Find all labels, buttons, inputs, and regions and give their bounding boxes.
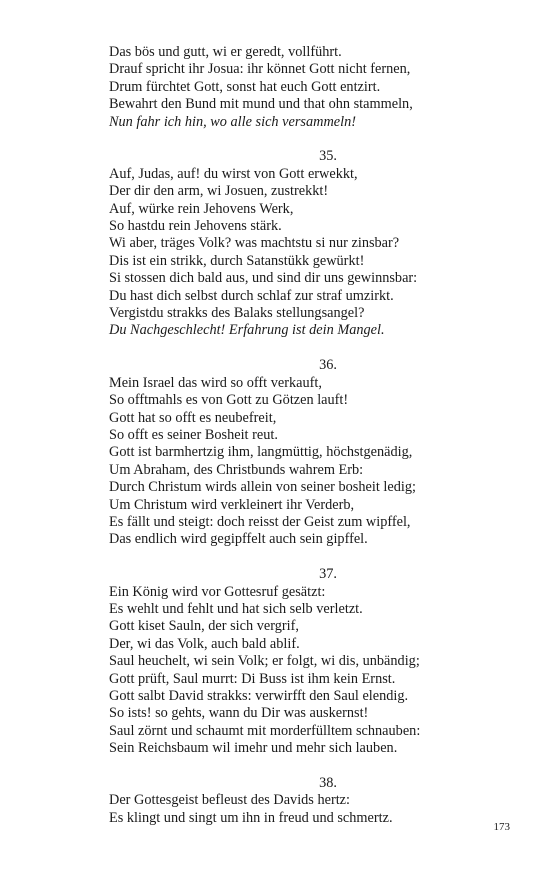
poem-line: Um Abraham, des Christbunds wahrem Erb: — [109, 461, 364, 478]
stanza-number: 35. — [319, 148, 337, 165]
poem-line: Bewahrt den Bund mit mund und that ohn stammeln, — [109, 96, 413, 113]
poem-line: Gott hat so offt es neubefreit, — [109, 409, 277, 426]
poem-line: Vergistdu strakks des Balaks stellungsangel? — [109, 305, 365, 322]
poem-line-italic: Du Nachgeschlecht! Erfahrung ist dein Mangel. — [109, 322, 385, 339]
poem-line: Gott salbt David strakks: verwirfft den Saul elendig. — [109, 687, 409, 704]
poem-line: Drum fürchtet Gott, sonst hat euch Gott entzirt. — [109, 78, 381, 95]
poem-line: Saul heuchelt, wi sein Volk; er folgt, wi dis, unbändig; — [109, 653, 420, 670]
poem-line: Der Gottesgeist befleust des Davids hertz: — [109, 792, 350, 809]
poem-line: So offt es seiner Bosheit reut. — [109, 426, 278, 443]
poem-line: Mein Israel das wird so offt verkauft, — [109, 374, 322, 391]
poem-line: Der dir den arm, wi Josuen, zustrekkt! — [109, 183, 329, 200]
poem-line: Das bös und gutt, wi er geredt, vollführt. — [109, 44, 342, 60]
stanza-number: 37. — [319, 566, 337, 583]
stanza-number: 36. — [319, 357, 337, 374]
poem-line: Gott prüft, Saul murrt: Di Buss ist ihm kein Ernst. — [109, 670, 396, 687]
poem-line: Wi aber, träges Volk? was machtstu si nur zinsbar? — [109, 235, 400, 252]
page-number: 173 — [493, 821, 510, 833]
poem-line: Durch Christum wirds allein von seiner bosheit ledig; — [109, 479, 416, 496]
poem-line: So ists! so gehts, wann du Dir was auskernst! — [109, 705, 369, 722]
poem-line: Um Christum wird verkleinert ihr Verderb, — [109, 496, 355, 513]
poem-line: Der, wi das Volk, auch bald ablif. — [109, 635, 300, 652]
poem-line: Gott ist barmhertzig ihm, langmüttig, höchstgenädig, — [109, 444, 413, 461]
stanza-number: 38. — [319, 775, 337, 791]
poem-line: Si stossen dich bald aus, und sind dir uns gewinnsbar: — [109, 270, 418, 287]
poem-line: Sein Reichsbaum wil imehr und mehr sich lauben. — [109, 740, 398, 757]
poem-line: Es fällt und steigt: doch reisst der Geist zum wipffel, — [109, 513, 411, 530]
poem-line: So hastdu rein Jehovens stärk. — [109, 218, 282, 235]
poem-text — [109, 44, 459, 827]
poem-line: Auf, würke rein Jehovens Werk, — [109, 200, 294, 217]
poem-line: Du hast dich selbst durch schlaf zur straf umzirkt. — [109, 287, 394, 304]
poem-line: Drauf spricht ihr Josua: ihr könnet Gott nicht fernen, — [109, 61, 411, 78]
poem-line: Auf, Judas, auf! du wirst von Gott erwekkt, — [109, 165, 358, 182]
poem-line: Es klingt und singt um ihn in freud und schmertz. — [109, 809, 393, 826]
poem-line-italic: Nun fahr ich hin, wo alle sich versammeln! — [109, 113, 356, 130]
poem-line: Ein König wird vor Gottesruf gesätzt: — [109, 583, 326, 600]
poem-line: Saul zörnt und schaumt mit morderfülltem schnauben: — [109, 722, 421, 739]
poem-line: Es wehlt und fehlt und hat sich selb verletzt. — [109, 600, 363, 617]
poem-line: Das endlich wird gegipffelt auch sein gipffel. — [109, 531, 368, 548]
poem-line: So offtmahls es von Gott zu Götzen lauft! — [109, 392, 349, 409]
poem-line: Dis ist ein strikk, durch Satanstükk gewürkt! — [109, 252, 365, 269]
poem-line: Gott kiset Sauln, der sich vergrif, — [109, 618, 299, 635]
